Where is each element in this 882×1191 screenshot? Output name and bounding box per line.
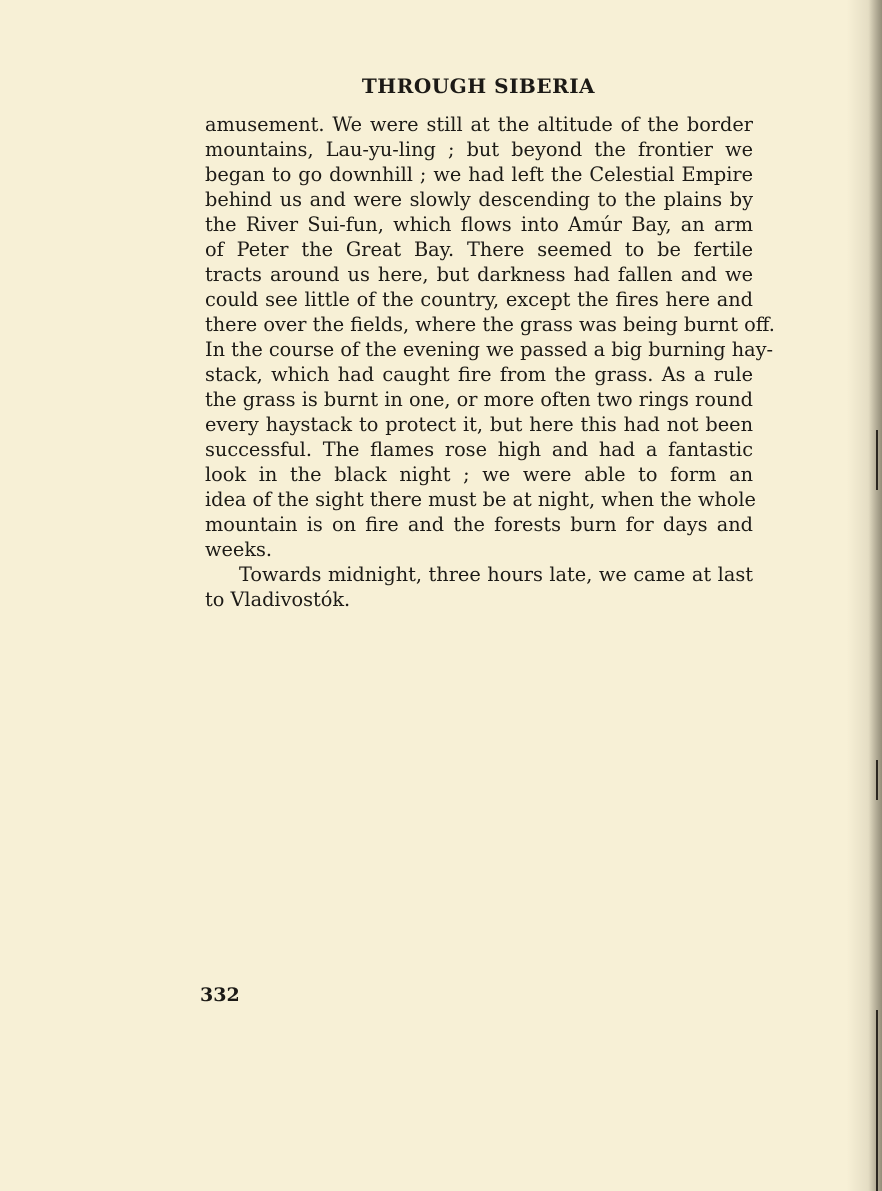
text-line: of Peter the Great Bay. There seemed to be fertile (205, 238, 753, 261)
running-header: THROUGH SIBERIA (361, 74, 596, 98)
text-line: stack, which had caught fire from the grass. As a rule (205, 363, 753, 386)
text-line: behind us and were slowly descending to the plains by (205, 188, 753, 211)
page-edge-mark (876, 1010, 878, 1191)
text-line: In the course of the evening we passed a big burning hay- (205, 338, 774, 361)
text-line: the grass is burnt in one, or more often two rings round (205, 388, 753, 411)
text-line: idea of the sight there must be at night, when the whole (205, 488, 756, 511)
text-line: mountain is on fire and the forests burn for days and (205, 513, 753, 536)
page-edge-mark (876, 430, 878, 490)
text-line: every haystack to protect it, but here this had not been (205, 413, 753, 436)
text-line: began to go downhill ; we had left the Celestial Empire (205, 163, 753, 186)
paragraph (205, 562, 753, 612)
text-line: Towards midnight, three hours late, we came at last (239, 563, 753, 586)
text-line: to Vladivostók. (205, 588, 351, 611)
page-edge-mark (876, 760, 878, 800)
text-line: mountains, Lau-yu-ling ; but beyond the frontier we (205, 138, 753, 161)
text-line: successful. The flames rose high and had a fantastic (205, 438, 753, 461)
text-line: tracts around us here, but darkness had fallen and we (205, 263, 753, 286)
text-line: there over the fields, where the grass was being burnt off. (205, 313, 775, 336)
paragraph (205, 112, 775, 562)
text-line: look in the black night ; we were able to form an (205, 463, 753, 486)
text-line: amusement. We were still at the altitude of the border (205, 113, 753, 136)
page-edge-shadow (868, 0, 882, 1191)
body-text (205, 112, 775, 612)
text-line: the River Sui-fun, which flows into Amúr Bay, an arm (205, 213, 753, 236)
page-number: 332 (200, 984, 240, 1006)
text-line: weeks. (205, 538, 273, 561)
text-line: could see little of the country, except the fires here and (205, 288, 753, 311)
